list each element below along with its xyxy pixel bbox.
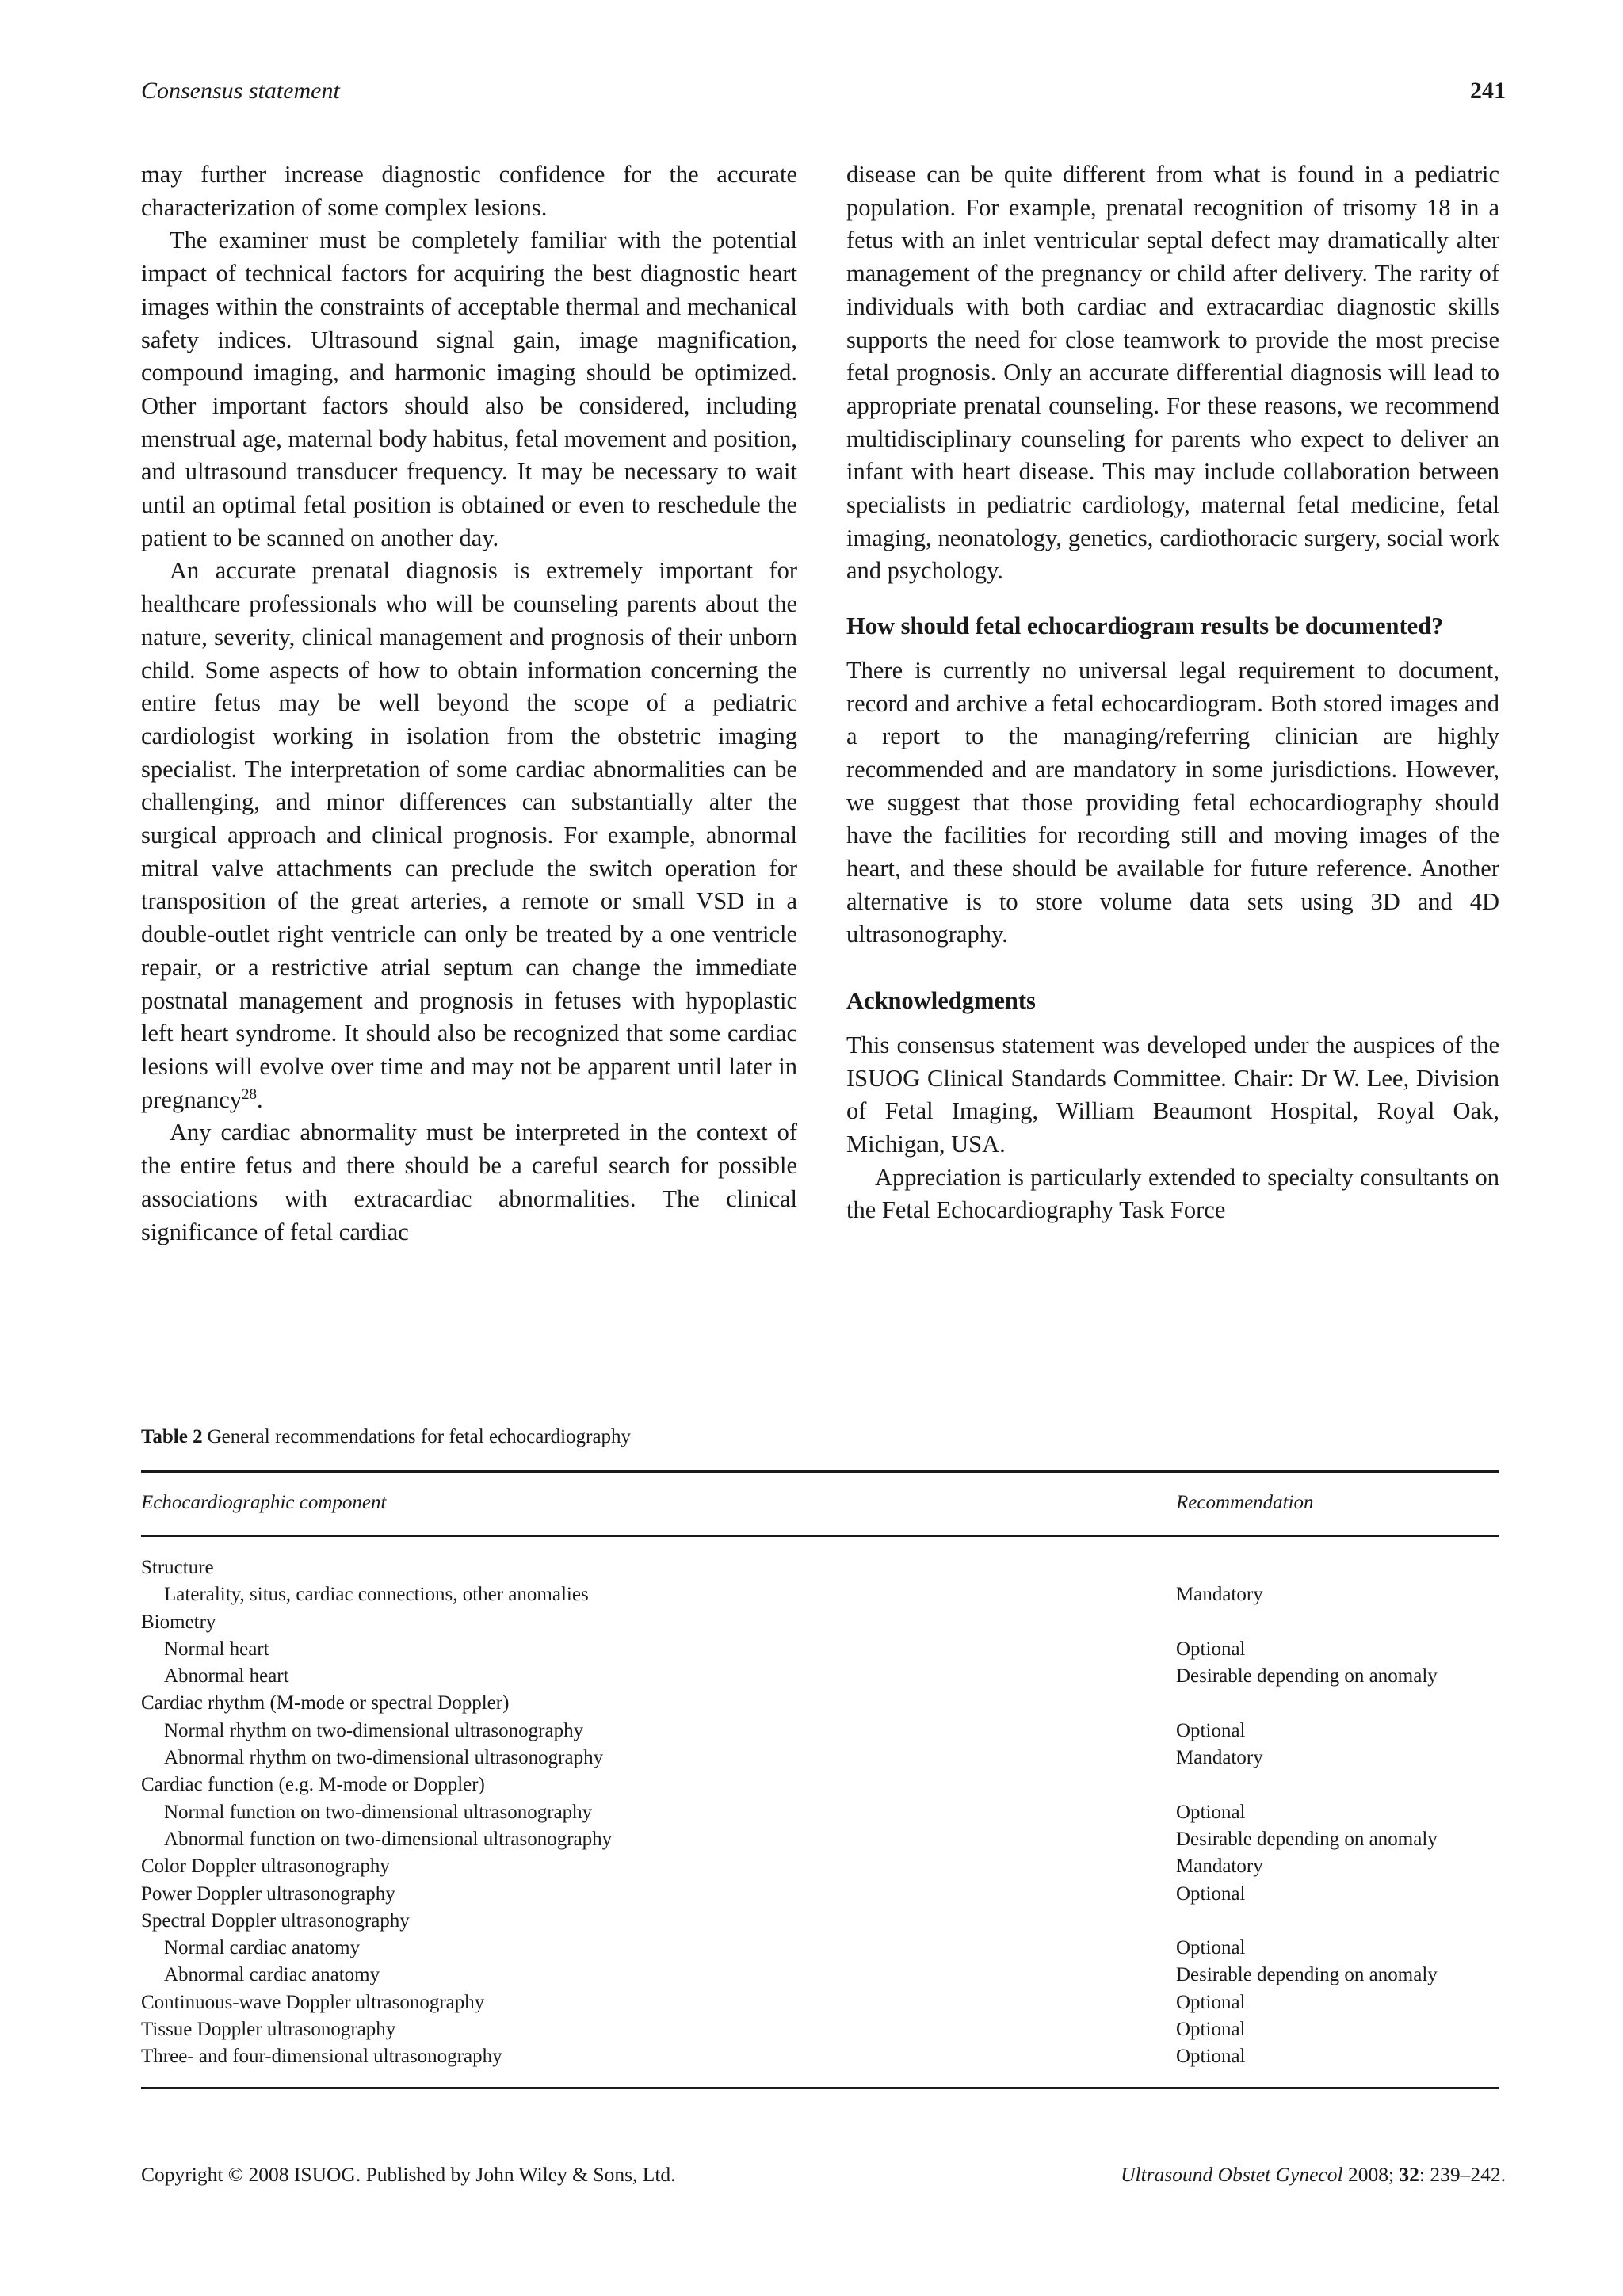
table-cell-recommendation: Optional [1176, 2019, 1246, 2041]
footer-copyright: Copyright © 2008 ISUOG. Published by John Wiley & Sons, Ltd. [141, 2163, 676, 2186]
table-cell-component: Abnormal heart [164, 1665, 289, 1688]
table-row [141, 2016, 1499, 2043]
paragraph: Appreciation is particularly extended to specialty consultants on the Fetal Echocardiography Task Force [846, 1163, 1499, 1224]
table-cell-component: Three- and four-dimensional ultrasonography [141, 2046, 502, 2068]
table-cell-component: Biometry [141, 1611, 216, 1633]
table-row [141, 1718, 1499, 1745]
table-header-component: Echocardiographic component [141, 1492, 387, 1513]
table-header-rule [141, 1535, 1499, 1537]
table-top-rule [141, 1470, 1499, 1473]
table-cell-recommendation: Optional [1176, 1638, 1246, 1660]
table-cell-component: Cardiac rhythm (M-mode or spectral Doppler) [141, 1692, 510, 1714]
table-cell-component: Color Doppler ultrasonography [141, 1855, 390, 1878]
table-cell-component: Tissue Doppler ultrasonography [141, 2019, 396, 2041]
table-cell-recommendation: Mandatory [1176, 1747, 1263, 1769]
table-row [141, 1636, 1499, 1663]
table-row [141, 1690, 1499, 1717]
footer-volume: 32 [1399, 2163, 1419, 2186]
table-cell-component: Normal function on two-dimensional ultrasonography [164, 1801, 593, 1823]
table-cell-recommendation: Optional [1176, 1801, 1246, 1823]
paragraph-text: An accurate prenatal diagnosis is extremely important for healthcare professionals who will be counseling parents about the nature, severity, clinical management and prognosis of their unborn child. Some aspects of how to obtain information concerning the entire fetus may be well beyond the scope of a pediatric cardiologist working in isolation from the obstetric imaging specialist. The interpretation of some cardiac abnormalities can be challenging, and minor differences can substantially alter the surgical approach and clinical prognosis. For example, abnormal mitral valve attachments can preclude the switch operation for transposition of the great arteries, a remote or small VSD in a double-outlet right ventricle can only be treated by a one ventricle repair, or a restrictive atrial septum can change the immediate postnatal management and prognosis in fetuses with hypoplastic left heart syndrome. It should also be recognized that some cardiac lesions will evolve over time and may not be apparent until later in pregnancy [141, 557, 797, 1113]
table-cell-component: Normal rhythm on two-dimensional ultrasonography [164, 1719, 584, 1741]
table-row [141, 1663, 1499, 1690]
table-cell-recommendation: Desirable depending on anomaly [1176, 1665, 1438, 1688]
paragraph: Any cardiac abnormality must be interpreted in the context of the entire fetus and there should be a careful search for possible associations with extracardiac abnormalities. The clinical significance of fetal cardiac [141, 1119, 797, 1245]
footer-pages: : 239–242. [1419, 2163, 1506, 2186]
paragraph: disease can be quite different from what is found in a pediatric population. For example, prenatal recognition of trisomy 18 in a fetus with an inlet ventricular septal defect may dramatically alter management of the pregnancy or child after delivery. The rarity of individuals with both cardiac and extracardiac diagnostic skills supports the need for close teamwork to provide the most precise fetal prognosis. Only an accurate differential diagnosis will lead to appropriate prenatal counseling. For these reasons, we recommend multidisciplinary counseling for parents who expect to deliver an infant with heart disease. This may include collaboration between specialists in pediatric cardiology, maternal fetal medicine, fetal imaging, neonatology, genetics, cardiothoracic surgery, social work and psychology. [846, 161, 1499, 585]
running-header-title: Consensus statement [141, 78, 340, 104]
table-row [141, 1853, 1499, 1880]
table-cell-recommendation: Optional [1176, 1937, 1246, 1959]
table-cell-component: Normal cardiac anatomy [164, 1937, 361, 1959]
table-cell-component: Cardiac function (e.g. M-mode or Doppler) [141, 1774, 485, 1796]
table-cell-component: Structure [141, 1557, 214, 1578]
table-cell-recommendation: Optional [1176, 1719, 1246, 1741]
table-cell-component: Abnormal function on two-dimensional ultrasonography [164, 1828, 613, 1850]
paragraph: may further increase diagnostic confidence for the accurate characterization of some complex lesions. [141, 161, 797, 221]
paragraph: The examiner must be completely familiar with the potential impact of technical factors for acquiring the best diagnostic heart images within the constraints of acceptable thermal and mechanical safety indices. Ultrasound signal gain, image magnification, compound imaging, and harmonic imaging should be optimized. Other important factors should also be considered, including menstrual age, maternal body habitus, fetal movement and position, and ultrasound transducer frequency. It may be necessary to wait until an optimal fetal position is obtained or even to reschedule the patient to be scanned on another day. [141, 227, 797, 551]
table-row [141, 1935, 1499, 1962]
paragraph: An accurate prenatal diagnosis is extremely important for healthcare professionals who will be counseling parents about the nature, severity, clinical management and prognosis of their unborn child. Some aspects of how to obtain information concerning the entire fetus may be well beyond the scope of a pediatric cardiologist working in isolation from the obstetric imaging specialist. The interpretation of some cardiac abnormalities can be challenging, and minor differences can substantially alter the surgical approach and clinical prognosis. For example, abnormal mitral valve attachments can preclude the switch operation for transposition of the great arteries, a remote or small VSD in a double-outlet right ventricle can only be treated by a one ventricle repair, or a restrictive atrial septum can change the immediate postnatal management and prognosis in fetuses with hypoplastic left heart syndrome. It should also be recognized that some cardiac lesions will evolve over time and may not be apparent until later in pregnancy$^{28}$. [141, 557, 797, 1113]
table-row [141, 1826, 1499, 1853]
paragraph: There is currently no universal legal requirement to document, record and archive a fetal echocardiogram. Both stored images and a report to the managing/referring clinician are highly recommended and are mandatory in some jurisdictions. However, we suggest that those providing fetal echocardiography should have the facilities for recording still and moving images of the heart, and these should be available for future reference. Another alternative is to store volume data sets using 3D and 4D ultrasonography. [846, 656, 1499, 948]
page-number: 241 [1470, 78, 1506, 104]
table-caption [141, 1426, 631, 1448]
footer-citation [1121, 2163, 1506, 2187]
table-cell-component: Abnormal rhythm on two-dimensional ultrasonography [164, 1747, 604, 1769]
table-header-recommendation: Recommendation [1176, 1492, 1314, 1513]
table-cell-component: Normal heart [164, 1638, 269, 1660]
table-cell-recommendation: Optional [1176, 1882, 1246, 1905]
section-heading-acknowledgments: Acknowledgments [846, 987, 1036, 1015]
table-cell-recommendation: Mandatory [1176, 1584, 1263, 1606]
table-row [141, 1745, 1499, 1772]
citation-superscript: 28 [242, 1085, 258, 1103]
table-caption-text: General recommendations for fetal echocardiography [207, 1426, 632, 1447]
table-cell-recommendation: Desirable depending on anomaly [1176, 1964, 1438, 1986]
footer-journal: Ultrasound Obstet Gynecol [1121, 2163, 1343, 2186]
table-cell-recommendation: Desirable depending on anomaly [1176, 1828, 1438, 1850]
section-heading-documentation: How should fetal echocardiogram results be documented? [846, 612, 1444, 640]
left-column [141, 158, 797, 1249]
table-row [141, 1908, 1499, 1935]
table-cell-recommendation: Optional [1176, 2046, 1246, 2068]
table-cell-recommendation: Optional [1176, 1991, 1246, 2013]
table-row [141, 1881, 1499, 1908]
table-cell-component: Abnormal cardiac anatomy [164, 1964, 380, 1986]
table-row [141, 1772, 1499, 1798]
table-row [141, 1799, 1499, 1826]
table-body [141, 1554, 1499, 2071]
table-cell-component: Spectral Doppler ultrasonography [141, 1909, 410, 1932]
table-row [141, 1962, 1499, 1989]
table-row [141, 1581, 1499, 1608]
table-cell-component: Continuous-wave Doppler ultrasonography [141, 1991, 485, 2013]
right-column [846, 158, 1499, 1227]
table-row [141, 1609, 1499, 1636]
table-cell-component: Laterality, situs, cardiac connections, other anomalies [164, 1584, 589, 1606]
table-label: Table 2 [141, 1426, 203, 1447]
table-bottom-rule [141, 2087, 1499, 2089]
table-row [141, 1554, 1499, 1581]
table-cell-component: Power Doppler ultrasonography [141, 1882, 395, 1905]
table-cell-recommendation: Mandatory [1176, 1855, 1263, 1878]
table-row [141, 1989, 1499, 2016]
table-row [141, 2043, 1499, 2070]
paragraph: This consensus statement was developed under the auspices of the ISUOG Clinical Standards Committee. Chair: Dr W. Lee, Division of Fetal Imaging, William Beaumont Hospital, Royal Oak, Michigan, USA. [846, 1031, 1499, 1158]
footer-year: 2008; [1347, 2163, 1395, 2186]
